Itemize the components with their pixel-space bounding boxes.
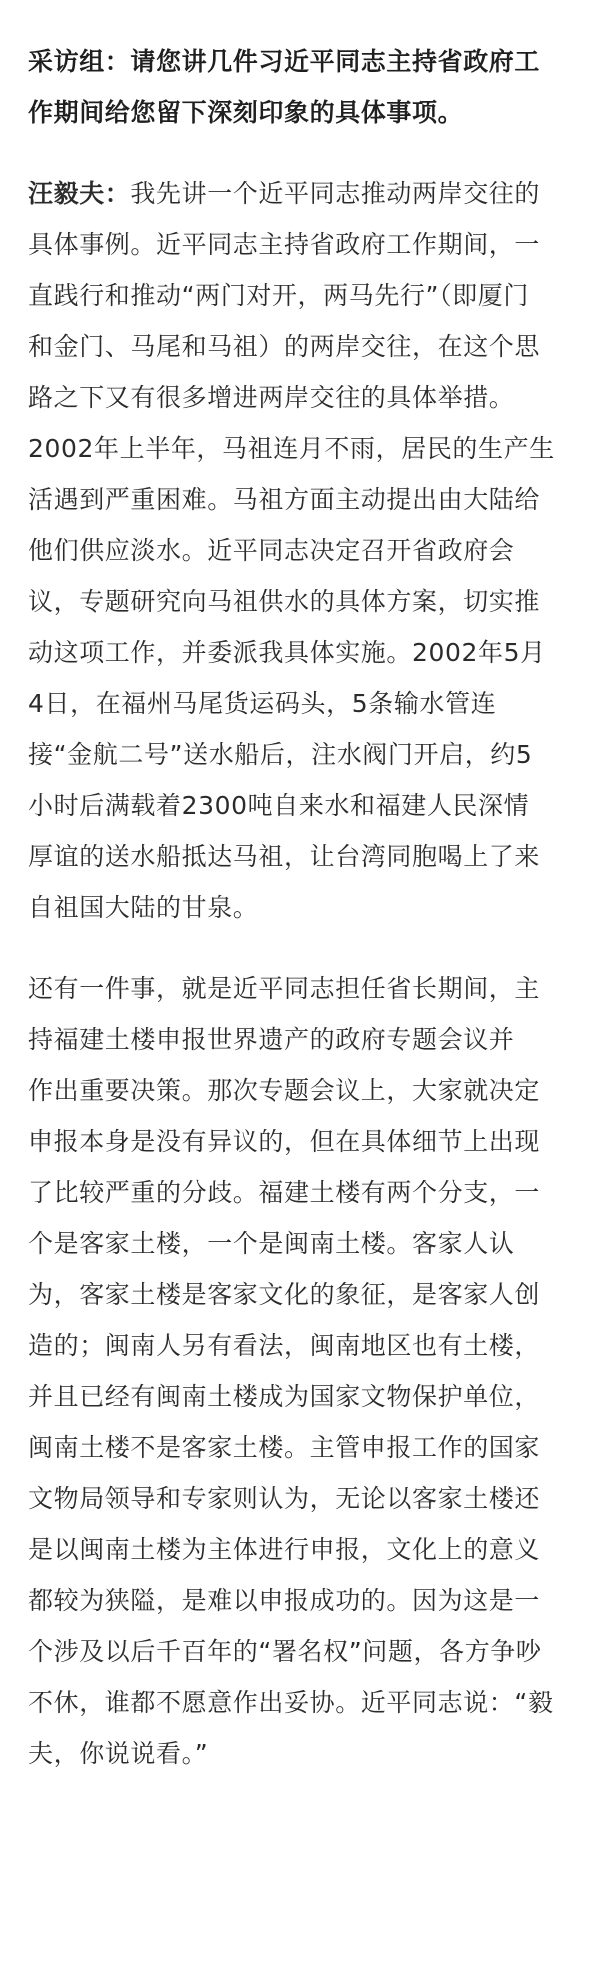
paragraph-line: 路之下又有很多增进两岸交往的具体举措。 <box>28 383 515 412</box>
paragraph-line: 动这项工作，并委派我具体实施。2002年5月 <box>28 638 546 667</box>
paragraph-line: 和金门、马尾和马祖）的两岸交往，在这个思 <box>28 332 541 361</box>
paragraph-line: 厚谊的送水船抵达马祖，让台湾同胞喝上了来 <box>28 842 541 871</box>
question-line-1 <box>28 36 572 87</box>
paragraph-line: 活遇到严重困难。马祖方面主动提出由大陆给 <box>28 485 541 514</box>
paragraph-line: 不休，谁都不愿意作出妥协。近平同志说：“毅 <box>28 1688 554 1717</box>
paragraph-line: 持福建土楼申报世界遗产的政府专题会议并 <box>28 1025 515 1054</box>
paragraph-line: 为，客家土楼是客家文化的象征，是客家人创 <box>28 1280 541 1309</box>
paragraph-line: 议，专题研究向马祖供水的具体方案，切实推 <box>28 587 541 616</box>
answer-first-line-text: 我先讲一个近平同志推动两岸交往的 <box>130 179 541 208</box>
paragraph-line: 个是客家土楼，一个是闽南土楼。客家人认 <box>28 1229 515 1258</box>
question-line-2: 作期间给您留下深刻印象的具体事项。 <box>28 98 464 127</box>
paragraph-line: 闽南土楼不是客家土楼。主管申报工作的国家 <box>28 1433 541 1462</box>
paragraph-line: 是以闽南土楼为主体进行申报，文化上的意义 <box>28 1535 541 1564</box>
paragraph-line: 申报本身是没有异议的，但在具体细节上出现 <box>28 1127 541 1156</box>
answer-speaker: 汪毅夫： <box>28 179 131 208</box>
question-paragraph <box>28 36 572 138</box>
question-speaker: 采访组： <box>28 47 131 76</box>
paragraph-line: 小时后满载着2300吨自来水和福建人民深情 <box>28 791 530 820</box>
paragraph-line: 接“金航二号”送水船后，注水阀门开启，约5 <box>28 740 533 769</box>
paragraph-line: 作出重要决策。那次专题会议上，大家就决定 <box>28 1076 541 1105</box>
question-text: 请您讲几件习近平同志主持省政府工 <box>130 47 541 76</box>
paragraph-line: 自祖国大陆的甘泉。 <box>28 893 259 922</box>
paragraph-line: 并且已经有闽南土楼成为国家文物保护单位， <box>28 1382 541 1411</box>
answer-line-1 <box>28 168 572 219</box>
paragraph-line: 他们供应淡水。近平同志决定召开省政府会 <box>28 536 515 565</box>
paragraph-line: 具体事例。近平同志主持省政府工作期间，一 <box>28 230 541 259</box>
paragraph-line: 个涉及以后千百年的“署名权”问题，各方争吵 <box>28 1637 542 1666</box>
paragraph-line: 夫，你说说看。” <box>28 1739 209 1768</box>
paragraph-line: 2002年上半年，马祖连月不雨，居民的生产生 <box>28 434 555 463</box>
paragraph-line: 4日，在福州马尾货运码头，5条输水管连 <box>28 689 497 718</box>
paragraph-line: 造的；闽南人另有看法，闽南地区也有土楼， <box>28 1331 541 1360</box>
paragraph-line: 都较为狭隘，是难以申报成功的。因为这是一 <box>28 1586 541 1615</box>
answer-paragraph-2 <box>28 963 572 1779</box>
paragraph-line: 直践行和推动“两门对开，两马先行”（即厦门 <box>28 281 530 310</box>
paragraph-line: 文物局领导和专家则认为，无论以客家土楼还 <box>28 1484 541 1513</box>
answer-paragraph-1 <box>28 168 572 933</box>
paragraph-line: 了比较严重的分歧。福建土楼有两个分支，一 <box>28 1178 541 1207</box>
paragraph-line: 还有一件事，就是近平同志担任省长期间，主 <box>28 974 541 1003</box>
